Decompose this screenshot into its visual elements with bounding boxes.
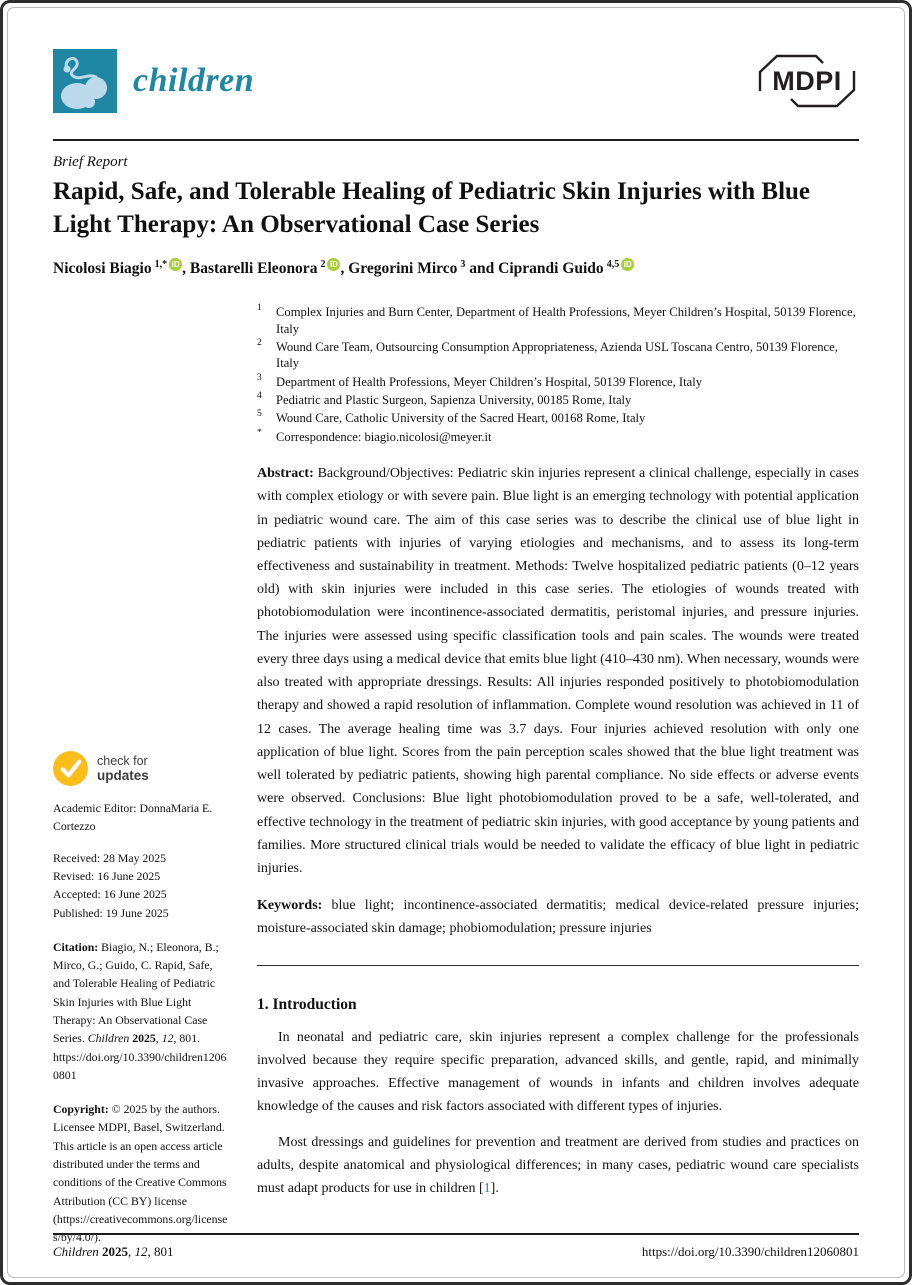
date-revised: Revised: 16 June 2025 — [53, 869, 161, 883]
left-sidebar — [53, 304, 231, 1246]
footer-year: 2025 — [102, 1244, 128, 1259]
article-dates — [53, 849, 231, 922]
citation-volume: 12 — [161, 1031, 174, 1046]
content-columns — [53, 304, 859, 1246]
affiliation-row — [257, 389, 859, 408]
author-affiliation-sup: 4,5 — [606, 259, 620, 270]
author-name: Gregorini Mirco — [348, 260, 458, 278]
badge-line1: check for — [97, 754, 148, 769]
footer-doi-link[interactable]: https://doi.org/10.3390/children12060801 — [641, 1244, 859, 1259]
citation-doi[interactable]: , 801. https://doi.org/10.3390/children12060801 — [53, 1031, 227, 1082]
reference-link-1[interactable]: 1 — [483, 1181, 491, 1197]
section-divider — [257, 965, 859, 966]
correspondence-email[interactable]: biagio.nicolosi@meyer.it — [364, 429, 492, 444]
keywords — [257, 894, 859, 940]
abstract-label: Abstract: — [257, 466, 314, 482]
author-affiliation-sup: 2 — [320, 259, 326, 270]
copyright-label: Copyright: — [53, 1102, 109, 1117]
intro-paragraph-2-end: ]. — [490, 1181, 499, 1197]
keywords-text: blue light; incontinence-associated dermatitis; medical device-related pressure injuries; moisture-associated skin damage; phobiomodulation; pressure injuries — [257, 898, 860, 937]
author-separator: , — [182, 260, 190, 278]
affiliation-marker: 3 — [257, 371, 262, 383]
footer-divider — [53, 1233, 859, 1235]
citation-year: 2025 — [132, 1031, 156, 1046]
footer-volume: 12 — [134, 1244, 148, 1259]
abstract-text: Background/Objectives: Pediatric skin injuries represent a clinical challenge, especially in cases with complex etiology or with severe pain. Blue light is an emerging technology with potential application in pediatric wound care. The aim of this case series was to describe the clinical use of blue light in pediatric patients with injuries of varying etiologies and mechanisms, and to assess its long-term effectiveness and sustainability in treatment. Methods: Twelve hospitalized pediatric patients (0–12 years old) with skin injuries were included in this case series. The etiologies of wounds treated with photobiomodulation were incontinence-associated dermatitis, peristomal injuries, and pressure injuries. The injuries were assessed using specific classification tools and pain scales. The wounds were treated every three days using a medical device that emits blue light (410–430 nm). When necessary, wounds were also treated with appropriate dressings. Results: All injuries responded positively to photobiomodulation therapy and showed a rapid resolution of inflammation. Complete wound resolution was achieved in 11 of 12 cases. The average healing time was 3.7 days. Four injuries achieved resolution with only one application of blue light. Scores from the pain perception scales showed that the blue light treatment was well tolerated by pediatric patients, showing high parental compliance. No side effects or adverse events were observed. Conclusions: Blue light photobiomodulation proved to be a safe, well-tolerated, and effective technology in the treatment of pediatric skin injuries, with good acceptance by young patients and families. More structured clinical trials would be needed to validate the efficacy of blue light in pediatric injuries. — [257, 466, 860, 877]
affiliation-row — [257, 304, 859, 337]
affiliation-text: Wound Care Team, Outsourcing Consumption Appropriateness, Azienda USL Toscana Centro, 50139 Florence, Italy — [276, 339, 838, 371]
date-received: Received: 28 May 2025 — [53, 850, 167, 865]
affiliation-text: Complex Injuries and Burn Center, Department of Health Professions, Meyer Children’s Hospital, 50139 Florence, Italy — [276, 305, 856, 336]
main-column — [231, 304, 859, 1246]
affiliation-marker: 2 — [257, 336, 262, 348]
citation-separator: , — [155, 1031, 162, 1046]
author-separator: and — [465, 260, 499, 278]
author-affiliation-sup: 1,* — [154, 259, 168, 270]
citation-text: Biagio, N.; Eleonora, B.; Mirco, G.; Guido, C. Rapid, Safe, and Tolerable Healing of Pediatric Skin Injuries with Blue Light Therapy: An Observational Case Series. — [53, 939, 219, 1046]
orcid-icon[interactable]: iD — [327, 258, 340, 271]
author-byline — [53, 258, 859, 278]
affiliation-row-correspondence — [257, 426, 859, 445]
footer-separator: , — [128, 1244, 135, 1259]
article-type: Brief Report — [53, 154, 128, 170]
author-separator: , — [340, 260, 349, 278]
footer-journal-citation — [53, 1244, 174, 1260]
citation-journal: Children — [87, 1031, 130, 1046]
copyright-block — [53, 1100, 231, 1246]
check-for-updates-icon — [53, 751, 88, 786]
journal-header — [53, 3, 859, 113]
check-for-updates-text — [97, 754, 149, 783]
affiliation-text: Department of Health Professions, Meyer Children’s Hospital, 50139 Florence, Italy — [276, 374, 702, 389]
author-affiliation-sup: 3 — [460, 259, 466, 270]
copyright-text: © 2025 by the authors. Licensee MDPI, Basel, Switzerland. This article is an open access article distributed under the terms and conditions of the Creative Commons Attribution (CC BY) license (https://creativecommons.org/licenses/by/4.0/). — [53, 1102, 228, 1245]
affiliation-marker: * — [257, 426, 262, 438]
affiliation-marker: 5 — [257, 408, 262, 420]
affiliation-row — [257, 336, 859, 372]
page-footer — [53, 1233, 859, 1260]
orcid-icon[interactable]: iD — [169, 258, 182, 271]
keywords-label: Keywords: — [257, 898, 323, 914]
journal-logo-group — [53, 49, 254, 113]
date-published: Published: 19 June 2025 — [53, 905, 169, 920]
correspondence-label: Correspondence: — [276, 429, 365, 444]
footer-journal-name: Children — [53, 1244, 99, 1259]
affiliations — [257, 304, 859, 445]
affiliation-text: Wound Care, Catholic University of the Sacred Heart, 00168 Rome, Italy — [276, 411, 646, 426]
affiliation-text: Pediatric and Plastic Surgeon, Sapienza University, 00185 Rome, Italy — [276, 392, 632, 407]
intro-paragraph-2 — [257, 1131, 859, 1201]
footer-row — [53, 1244, 859, 1260]
affiliation-marker: 1 — [257, 302, 262, 314]
author-name: Ciprandi Guido — [498, 260, 604, 278]
orcid-icon[interactable]: iD — [621, 258, 634, 271]
date-accepted: Accepted: 16 June 2025 — [53, 887, 167, 902]
citation-label: Citation: — [53, 939, 99, 954]
article-title: Rapid, Safe, and Tolerable Healing of Pediatric Skin Injuries with Blue Light Therapy: An Observational Case Series — [53, 178, 811, 238]
footer-page-number: , 801 — [147, 1244, 174, 1259]
check-for-updates-badge[interactable] — [53, 751, 231, 786]
page-content — [3, 3, 909, 1282]
citation-block — [53, 938, 231, 1084]
children-journal-logo-icon — [53, 49, 117, 113]
academic-editor: Academic Editor: DonnaMaria E. Cortezzo — [53, 801, 213, 834]
badge-line2: updates — [97, 768, 149, 784]
affiliation-text — [276, 429, 859, 445]
journal-name: children — [133, 62, 255, 99]
header-divider — [53, 139, 859, 141]
abstract — [257, 462, 859, 880]
author-name: Bastarelli Eleonora — [189, 260, 318, 278]
mdpi-wordmark: MDPI — [772, 65, 842, 96]
affiliation-row — [257, 371, 859, 390]
section-heading-introduction: 1. Introduction — [257, 995, 357, 1013]
author-name: Nicolosi Biagio — [53, 260, 152, 278]
intro-paragraph-2-text: Most dressings and guidelines for prevention and treatment are derived from studies and practices on adults, despite anatomical and physiological differences; in many cases, pediatric wound care specialists must adapt products for use in children [ — [257, 1134, 859, 1197]
mdpi-logo — [755, 51, 859, 111]
affiliation-marker: 4 — [257, 389, 262, 401]
affiliation-row — [257, 410, 859, 426]
intro-paragraph-1: In neonatal and pediatric care, skin injuries represent a complex challenge for the professionals involved because they require specific preparation, advanced skills, and gentle, rapid, and minimally invasive approaches. Effective management of wounds in infants and children involves adequate knowledge of the causes and risk factors associated with different types of injuries. — [257, 1029, 859, 1115]
